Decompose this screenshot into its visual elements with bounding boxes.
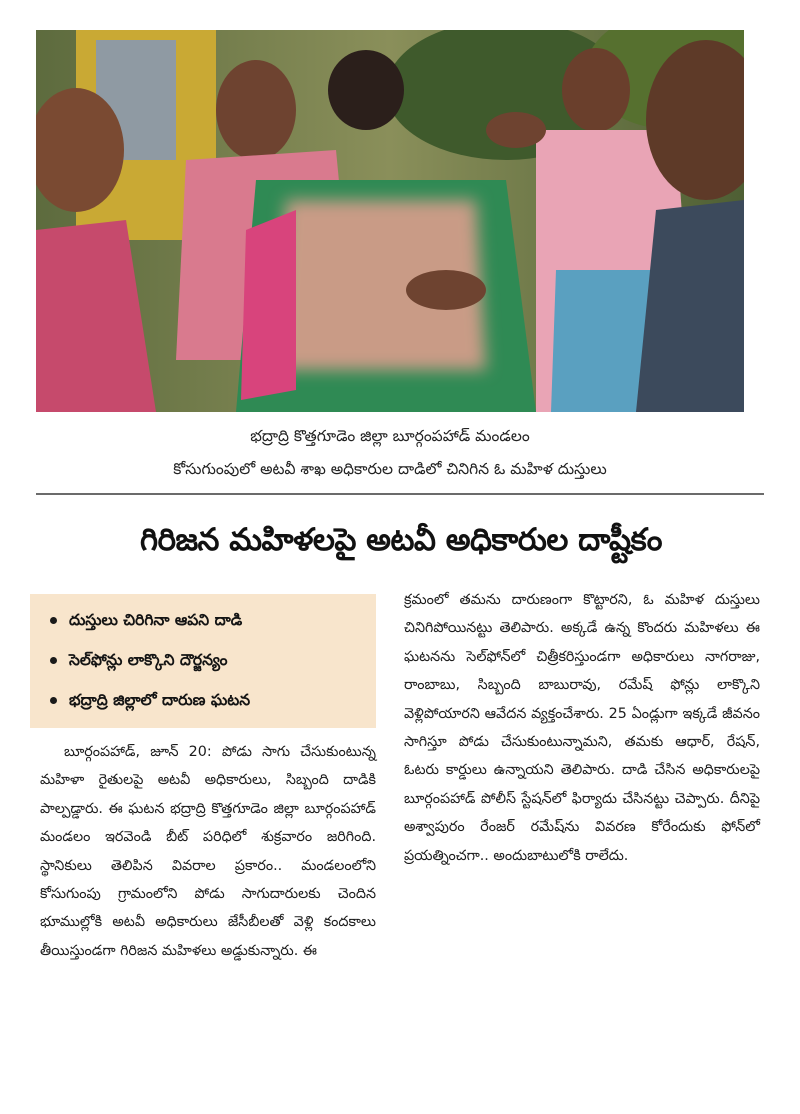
article-body-left: బూర్గంపహాడ్, జూన్ 20: పోడు సాగు చేసుకుంటున్న మహిళా రైతులపై అటవీ అధికారులు, సిబ్బంది దాడికి పాల్పడ్డారు. ఈ ఘటన భద్రాద్రి కొత్తగూడెం జిల్లా బూర్గంపహాడ్ మండలం ఇరవెండి బీట్ పరిధిలో శుక్రవారం జరిగింది. స్థానికులు తెలిపిన వివరాల ప్రకారం.. మండలంలోని కోసుగుంపు గ్రామంలోని పోడు సాగుదారులకు చెందిన భూముల్లోకి అటవీ అధికారులు జేసీబీలతో వెళ్లి కందకాలు తీయిస్తుండగా గిరిజన మహిళలు అడ్డుకున్నారు. ఈ	[40, 744, 376, 959]
highlight-item	[50, 680, 376, 720]
highlight-text: భద్రాద్రి జిల్లాలో దారుణ ఘటన	[69, 691, 251, 709]
caption-line-2: కోసుగుంపులో అటవీ శాఖ అధికారుల దాడిలో చినిగిన ఓ మహిళ దుస్తులు	[173, 460, 607, 478]
divider	[36, 493, 764, 495]
highlight-text: సెల్‌ఫోన్లు లాక్కొని దౌర్జన్యం	[69, 651, 228, 669]
photo-caption	[60, 420, 720, 486]
news-photo	[36, 30, 744, 412]
article-body-right: క్రమంలో తమను దారుణంగా కొట్టారని, ఓ మహిళ దుస్తులు చినిగిపోయినట్టు తెలిపారు. అక్కడే ఉన్న కొందరు మహిళలు ఈ ఘటనను సెల్‌ఫోన్‌లో చిత్రీకరిస్తుండగా అధికారులు నాగరాజు, రాంబాబు, సిబ్బంది బాబురావు, రమేష్ ఫోన్లు లాక్కొని వెళ్లిపోయారని ఆవేదన వ్యక్తంచేశారు. 25 ఏండ్లుగా ఇక్కడే జీవనం సాగిస్తూ పోడు చేసుకుంటున్నామని, తమకు ఆధార్, రేషన్, ఓటరు కార్డులు ఉన్నాయని తెలిపారు. దాడి చేసిన అధికారులపై బూర్గంపహాడ్ పోలీస్ స్టేషన్‌లో ఫిర్యాదు చేసినట్టు చెప్పారు. దీనిపై అశ్వాపురం రేంజర్ రమేష్‌ను వివరణ కోరేందుకు ఫోన్‌లో ప్రయత్నించగా.. అందుబాటులోకి రాలేదు.	[404, 592, 760, 864]
news-photo-illustration	[36, 30, 744, 412]
caption-line-1: భద్రాద్రి కొత్తగూడెం జిల్లా బూర్గంపహాడ్ మండలం	[250, 427, 530, 445]
bullet-icon	[50, 657, 57, 664]
highlight-text: దుస్తులు చిరిగినా ఆపని దాడి	[69, 611, 243, 629]
headline: గిరిజన మహిళలపై అటవీ అధికారుల దాష్టీకం	[140, 522, 662, 558]
bullet-icon	[50, 617, 57, 624]
highlight-item	[50, 640, 376, 680]
highlight-item	[50, 600, 376, 640]
highlights-box	[30, 594, 376, 728]
bullet-icon	[50, 697, 57, 704]
